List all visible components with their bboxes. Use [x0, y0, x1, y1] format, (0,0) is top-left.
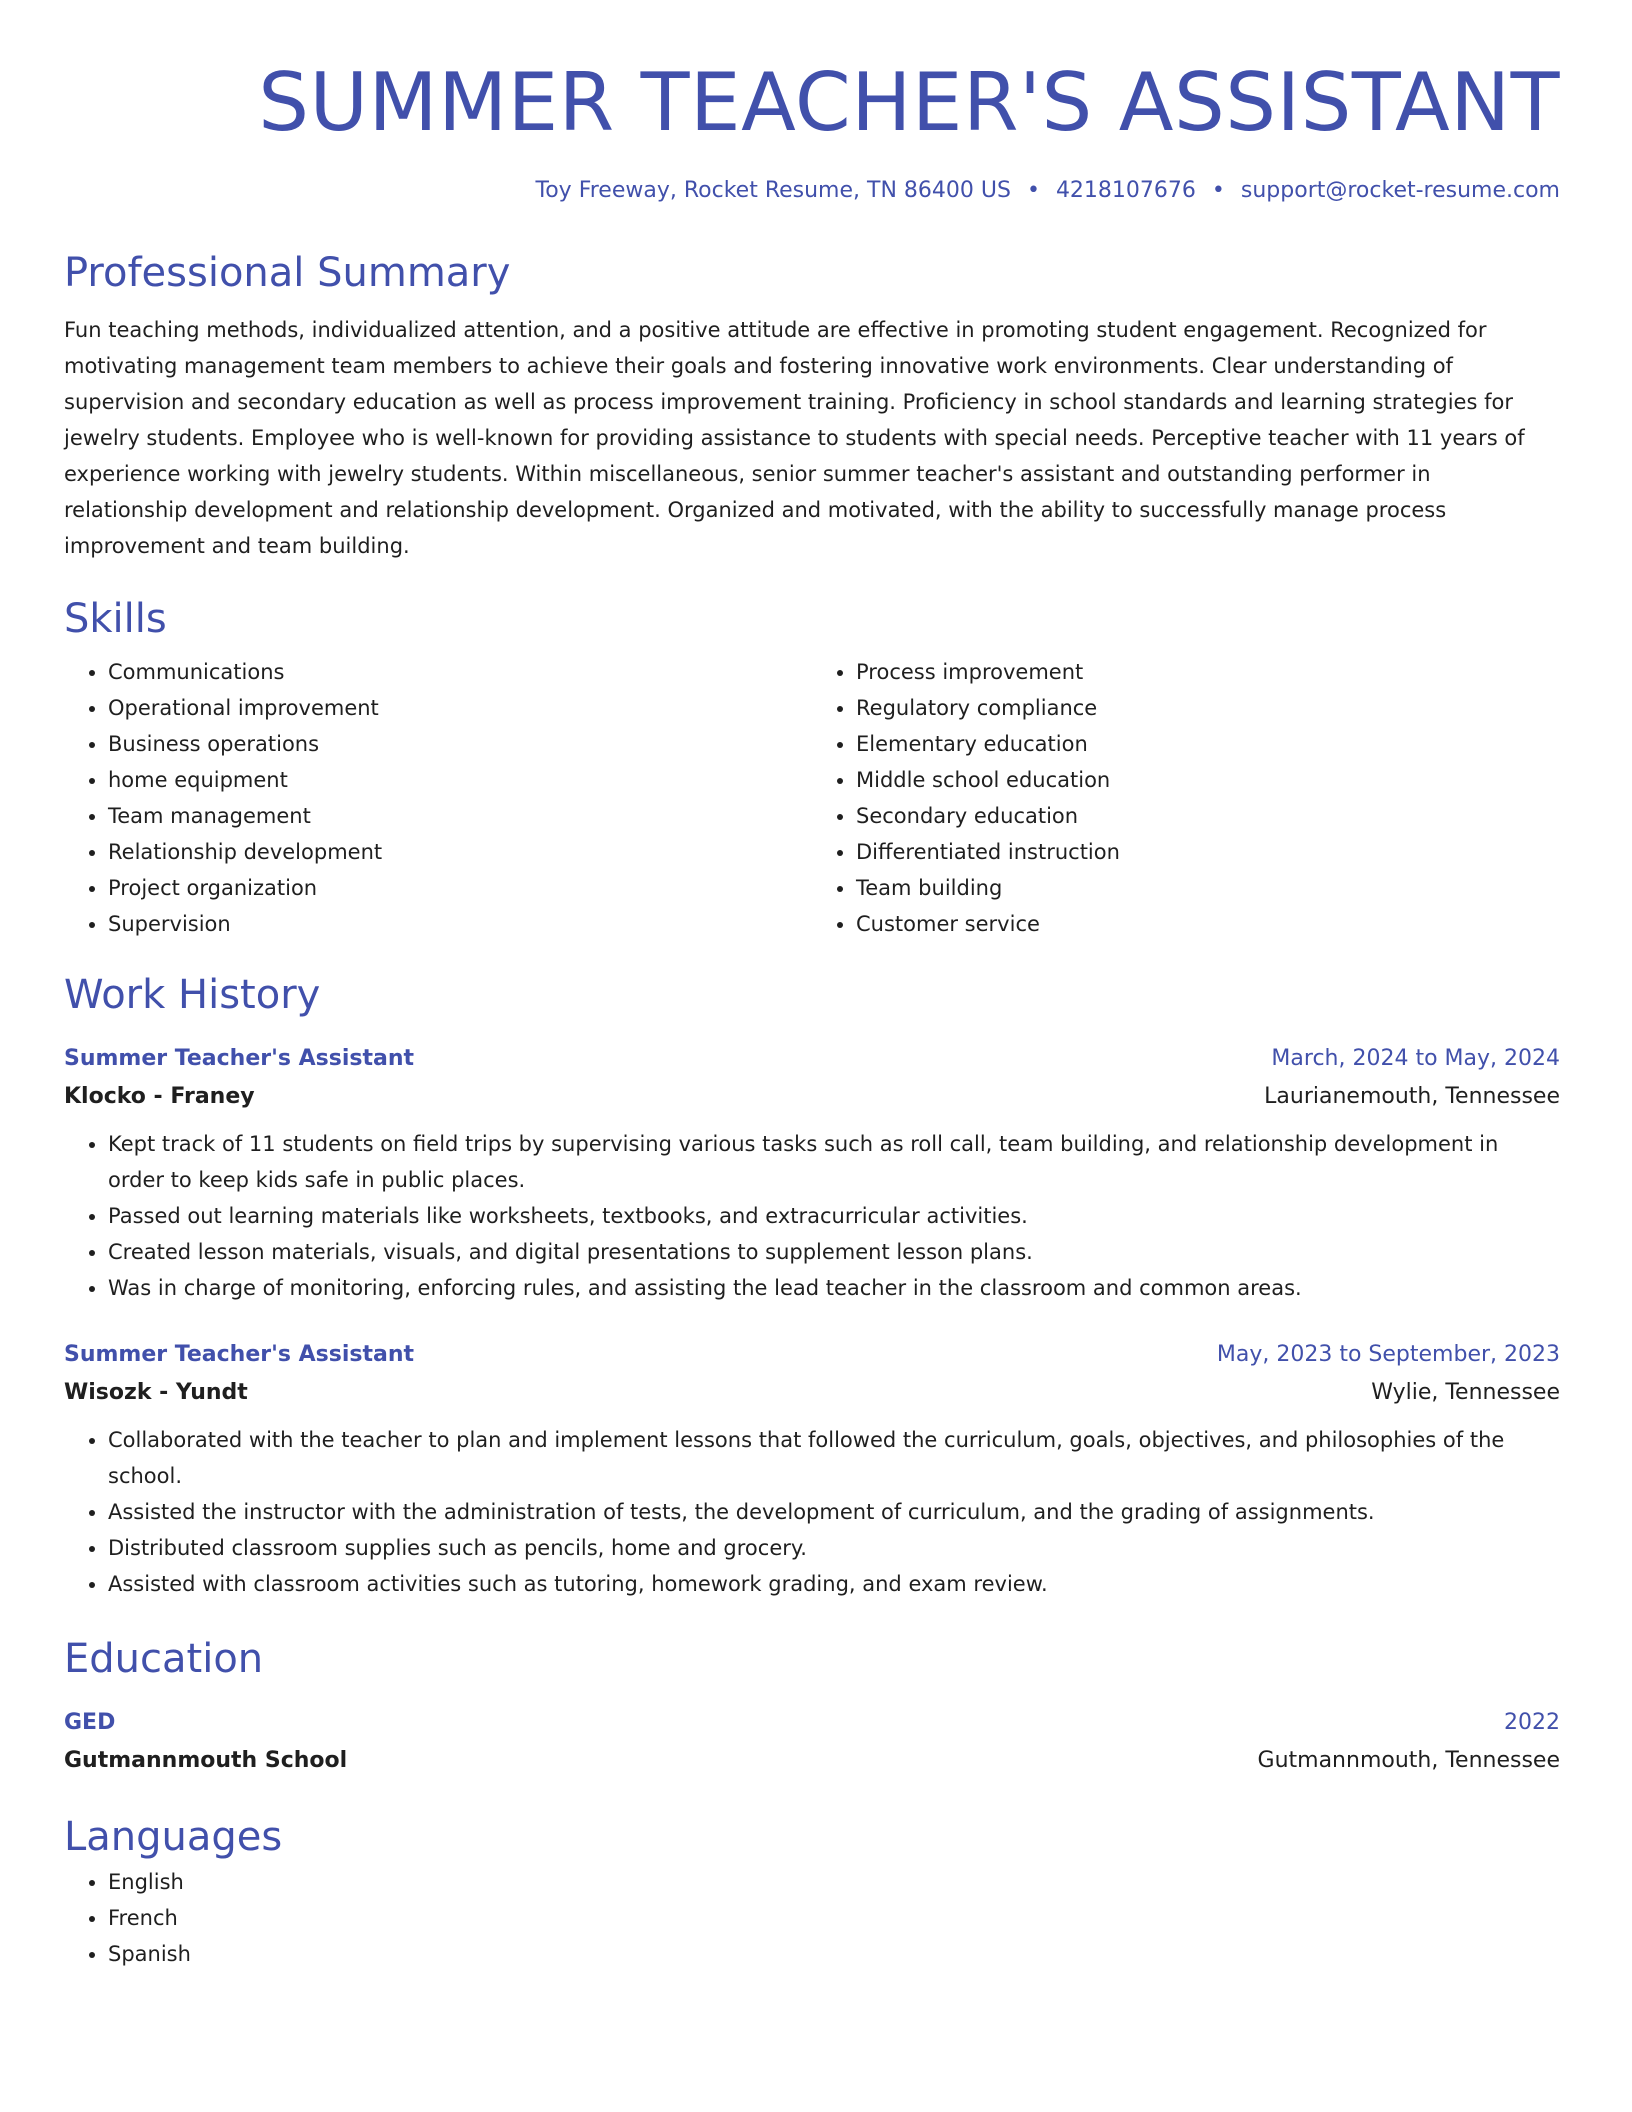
job-bullet: • Assisted with classroom activities such as tutoring, homework grading, and exam review.: [108, 1566, 1560, 1602]
job-location: Laurianemouth, Tennessee: [1264, 1084, 1560, 1109]
skill-item: • Customer service: [856, 906, 1560, 942]
job-entry: [64, 1040, 1560, 1306]
job-bullets: [64, 1422, 1560, 1602]
education-location: Gutmannmouth, Tennessee: [1257, 1748, 1560, 1773]
skill-item: • Differentiated instruction: [856, 834, 1560, 870]
skill-item: • Relationship development: [108, 834, 812, 870]
skill-item: • Secondary education: [856, 798, 1560, 834]
skill-item: • Business operations: [108, 726, 812, 762]
resume-page: [64, 0, 1560, 1972]
language-item: • English: [108, 1864, 1560, 1900]
job-bullet: • Collaborated with the teacher to plan and implement lessons that followed the curriculum, goals, objectives, and philosophies of the school.: [108, 1422, 1560, 1494]
resume-name: SUMMER TEACHER'S ASSISTANT: [258, 56, 1560, 149]
contact-separator: •: [1211, 178, 1225, 203]
education-school: Gutmannmouth School: [64, 1748, 348, 1773]
job-bullet: • Passed out learning materials like worksheets, textbooks, and extracurricular activities.: [108, 1198, 1560, 1234]
contact-separator: •: [1026, 178, 1040, 203]
job-company: Wisozk - Yundt: [64, 1380, 248, 1405]
education-header: [64, 1704, 1560, 1742]
job-subheader: [64, 1374, 1560, 1412]
languages-list: [64, 1864, 1560, 1972]
job-bullet: • Assisted the instructor with the administration of tests, the development of curriculum, and the grading of assignments.: [108, 1494, 1560, 1530]
job-bullet: • Was in charge of monitoring, enforcing rules, and assisting the lead teacher in the classroom and common areas.: [108, 1270, 1560, 1306]
job-entry: [64, 1336, 1560, 1602]
skill-item: • Elementary education: [856, 726, 1560, 762]
skill-item: • Team building: [856, 870, 1560, 906]
job-header: [64, 1336, 1560, 1374]
summary-heading: Professional Summary: [64, 250, 511, 296]
skills-heading: Skills: [64, 596, 167, 642]
skill-item: • Supervision: [108, 906, 812, 942]
contact-phone: 4218107676: [1055, 178, 1196, 203]
job-bullets: [64, 1126, 1560, 1306]
education-subheader: [64, 1742, 1560, 1780]
language-item: • French: [108, 1900, 1560, 1936]
job-header: [64, 1040, 1560, 1078]
job-company: Klocko - Franey: [64, 1084, 255, 1109]
skill-item: • Project organization: [108, 870, 812, 906]
skills-list-left: [64, 654, 812, 942]
languages-heading: Languages: [64, 1814, 283, 1860]
summary-text: Fun teaching methods, individualized attention, and a positive attitude are effective in promoting student engagement. Recognized for motivating management team members to achieve their goals and fostering innovative work environments. Clear understanding of supervision and secondary education as well as process improvement training. Proficiency in school standards and learning strategies for jewelry students. Employee who is well-known for providing assistance to students with special needs. Perceptive teacher with 11 years of experience working with jewelry students. Within miscellaneous, senior summer teacher's assistant and outstanding performer in relationship development and relationship development. Organized and motivated, with the ability to successfully manage process improvement and team building.: [64, 318, 1525, 558]
education-entry: [64, 1704, 1560, 1780]
skill-item: • Team management: [108, 798, 812, 834]
job-role: Summer Teacher's Assistant: [64, 1342, 414, 1367]
language-item: • Spanish: [108, 1936, 1560, 1972]
job-dates: May, 2023 to September, 2023: [1216, 1342, 1560, 1367]
skills-list-right: [812, 654, 1560, 942]
job-dates: March, 2024 to May, 2024: [1271, 1046, 1560, 1071]
contact-address: Toy Freeway, Rocket Resume, TN 86400 US: [535, 178, 1011, 203]
education-year: 2022: [1504, 1710, 1560, 1735]
job-location: Wylie, Tennessee: [1371, 1380, 1560, 1405]
contact-email: support@rocket-resume.com: [1240, 178, 1560, 203]
skill-item: • Regulatory compliance: [856, 690, 1560, 726]
job-subheader: [64, 1078, 1560, 1116]
skill-item: • Communications: [108, 654, 812, 690]
job-bullet: • Distributed classroom supplies such as pencils, home and grocery.: [108, 1530, 1560, 1566]
education-heading: Education: [64, 1636, 264, 1682]
skill-item: • Process improvement: [856, 654, 1560, 690]
education-degree: GED: [64, 1710, 116, 1735]
skill-item: • Operational improvement: [108, 690, 812, 726]
skill-item: • home equipment: [108, 762, 812, 798]
work-history-heading: Work History: [64, 972, 321, 1018]
job-role: Summer Teacher's Assistant: [64, 1046, 414, 1071]
contact-line: [64, 174, 1560, 208]
skill-item: • Middle school education: [856, 762, 1560, 798]
skills-columns: [64, 654, 1560, 942]
job-bullet: • Kept track of 11 students on field trips by supervising various tasks such as roll call, team building, and relationship development in order to keep kids safe in public places.: [108, 1126, 1560, 1198]
job-bullet: • Created lesson materials, visuals, and digital presentations to supplement lesson plans.: [108, 1234, 1560, 1270]
